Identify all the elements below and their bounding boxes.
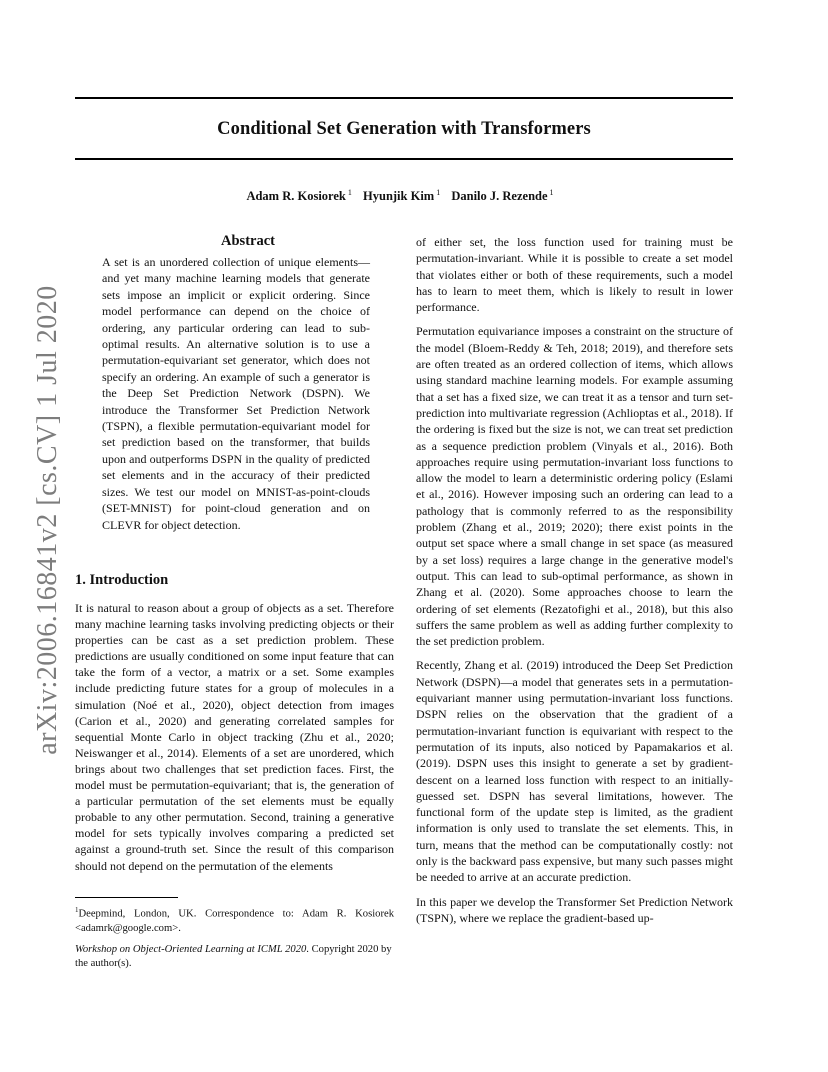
- author-affiliation: 1: [549, 188, 554, 197]
- intro-paragraph: of either set, the loss function used for training must be permutation-invariant. While it is possible to create a set model that violates either or both of these requirements, such a model has to learn to meet them, which is likely to result in lower performance.: [416, 235, 733, 315]
- intro-paragraph: Recently, Zhang et al. (2019) introduced the Deep Set Prediction Network (DSPN)—a model that generates sets in a permutation-equivariant manner using permutation-invariant loss functions. DSPN relies on the observation that the gradient of a permutation-invariant function is equivariant with respect to the permutation of its inputs, also noticed by Papamakarios et al. (2019). DSPN uses this insight to generate a set by gradient-descent on a learned loss function with respect to an initially-guessed set. DSPN has several limitations, however. The functional form of the update step is limited, as the gradient information is only used to translate the set elements. This, in turn, means that the method can be computationally costly: not only is the backward pass expensive, but many such passes might be needed to arrive at an accurate prediction.: [416, 658, 733, 885]
- workshop-venue: Workshop on Object-Oriented Learning at ICML 2020: [75, 944, 307, 955]
- author-name: Hyunjik Kim: [363, 189, 435, 204]
- arxiv-identifier: arXiv:2006.16841v2 [cs.CV] 1 Jul 2020: [32, 285, 63, 755]
- footnote-text: Deepmind, London, UK. Correspondence to: Adam R. Kosiorek <adamrk@google.com>.: [75, 908, 394, 934]
- abstract-heading: Abstract: [221, 233, 275, 249]
- affiliation-footnote: [75, 903, 394, 936]
- intro-paragraph: In this paper we develop the Transformer Set Prediction Network (TSPN), where we replace the gradient-based up-: [416, 894, 733, 925]
- footnote-rule: [75, 897, 178, 898]
- footnote-number: 1: [75, 906, 79, 914]
- intro-paragraph-left: It is natural to reason about a group of objects as a set. Therefore many machine learning tasks involving predicting objects or their properties can be cast as a set prediction problem. These predictions are usually conditioned on some input feature that can take the form of a vector, a matrix or a set. Some examples include predicting future states for a group of molecules in a simulation (Noé et al., 2020), object detection from images (Carion et al., 2020) and generating correlated samples for sequential Monte Carlo in object tracking (Zhu et al., 2020; Neiswanger et al., 2014). Elements of a set are unordered, which brings about two challenges that set prediction faces. First, the model must be permutation-equivariant; that is, the generation of a particular permutation of the set elements must be equally probable to any other permutation. Second, training a generative model for sets typically involves comparing a predicted set against a ground-truth set. Since the result of this comparison should not depend on the permutation of the elements: [75, 601, 394, 873]
- author-affiliation: 1: [436, 188, 441, 197]
- title-bottom-rule: [75, 158, 733, 160]
- copyright-note: [75, 943, 394, 971]
- author-list: [75, 188, 733, 204]
- right-column: [416, 234, 733, 934]
- paper-title: Conditional Set Generation with Transformers: [217, 119, 591, 139]
- author-affiliation: 1: [347, 188, 352, 197]
- copyright-text: . Copyright 2020 by the author(s).: [75, 944, 392, 970]
- title-top-rule: [75, 97, 733, 99]
- author-name: Adam R. Kosiorek: [246, 189, 346, 204]
- abstract-text: A set is an unordered collection of unique elements—and yet many machine learning models that generate sets impose an implicit or explicit ordering. Since model performance can depend on the choice of ordering, any particular ordering can lead to sub-optimal results. An alternative solution is to use a permutation-equivariant set generator, which does not specify an ordering. An example of such a generator is the Deep Set Prediction Network (DSPN). We introduce the Transformer Set Prediction Network (TSPN), a flexible permutation-equivariant model for set prediction based on the transformer, that builds upon and outperforms DSPN in the quality of predicted set elements and in the accuracy of their predicted sizes. We test our model on MNIST-as-point-clouds (SET-MNIST) for point-cloud generation and on CLEVR for object detection.: [102, 255, 370, 532]
- section-heading-introduction: 1. Introduction: [75, 572, 169, 588]
- intro-paragraph: Permutation equivariance imposes a constraint on the structure of the model (Bloem-Reddy & Teh, 2018; 2019), and therefore sets are often treated as an ordered collection of items, which allows using standard machine learning models. For example assuming that a set has a fixed size, we can treat it as a tensor and turn set-prediction into multivariate regression (Achlioptas et al., 2018). If the ordering is fixed but the size is not, we can treat set prediction as a sequence prediction problem (Vinyals et al., 2016). Both approaches require using permutation-invariant loss functions to allow the model to learn a deterministic ordering policy (Eslami et al., 2016). However imposing such an ordering can lead to a pathology that is commonly referred to as the responsibility problem (Zhang et al., 2019; 2020); there exist points in the output set space where a small change in set space (as measured by a set loss) requires a large change in the generative model's output. This can lead to sub-optimal performance, as shown in Zhang et al. (2020). Some approaches choose to learn the ordering of set elements (Rezatofighi et al., 2018), but this also suffers the same problem as well as adding further complexity to the set prediction problem.: [416, 324, 733, 649]
- author-name: Danilo J. Rezende: [451, 189, 548, 204]
